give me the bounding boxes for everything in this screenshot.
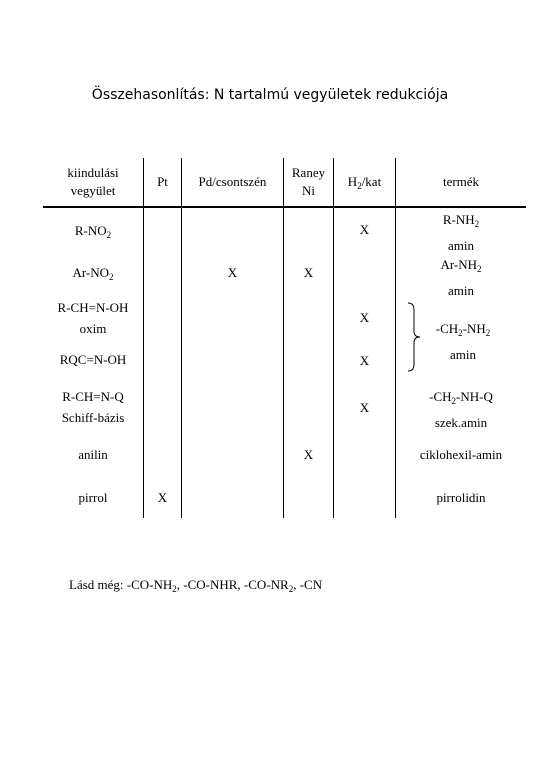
header-pt: Pt xyxy=(157,174,168,189)
column-divider-pt xyxy=(143,158,144,518)
header-kiindulasi-vegyulet: kiindulási vegyület xyxy=(67,165,119,198)
header-h2-kat: $H_2$/kat xyxy=(347,174,382,191)
header-termek: termék xyxy=(442,174,480,189)
row2-pd-mark: X xyxy=(227,265,238,280)
row6-start: anilin xyxy=(78,447,108,462)
column-divider-pd xyxy=(181,158,182,518)
row5-start: R-CH=N-Q Schiff-bázis xyxy=(61,389,125,425)
row2-raney-mark: X xyxy=(303,265,314,280)
row1-product: $R-NH_2$ amin xyxy=(442,212,480,253)
row4-start: RQC=N-OH xyxy=(59,352,127,367)
see-also-note: Lásd még: $-CO-NH_2$, -CO-NHR, $-CO-NR_2$, -CN xyxy=(69,577,323,594)
row7-pt-mark: X xyxy=(157,490,168,505)
header-raney-ni: Raney Ni xyxy=(291,165,326,198)
row6-raney-mark: X xyxy=(303,447,314,462)
row34-product: $-CH_2-NH_2$ amin xyxy=(435,321,491,362)
row3-h2kat-mark: X xyxy=(359,310,370,325)
row2-start: $Ar-NO_2$ xyxy=(72,265,114,282)
row7-product: pirrolidin xyxy=(436,490,486,505)
row3-start: R-CH=N-OH oxim xyxy=(57,300,129,336)
row2-product: $Ar-NH_2$ amin xyxy=(440,257,482,298)
header-pd-csontszen: Pd/csontszén xyxy=(198,174,267,189)
page-title: Összehasonlítás: N tartalmú vegyületek redukciója xyxy=(91,87,449,103)
row5-h2kat-mark: X xyxy=(359,400,370,415)
row4-h2kat-mark: X xyxy=(359,353,370,368)
row6-product: ciklohexil-amin xyxy=(419,447,503,462)
column-divider-h2kat xyxy=(333,158,334,518)
row1-start: $R-NO_2$ xyxy=(74,223,112,240)
row5-product: $-CH_2-NH-Q$ szek.amin xyxy=(429,389,493,430)
row7-start: pirrol xyxy=(78,490,108,505)
header-rule xyxy=(43,206,526,208)
row1-h2kat-mark: X xyxy=(359,222,370,237)
